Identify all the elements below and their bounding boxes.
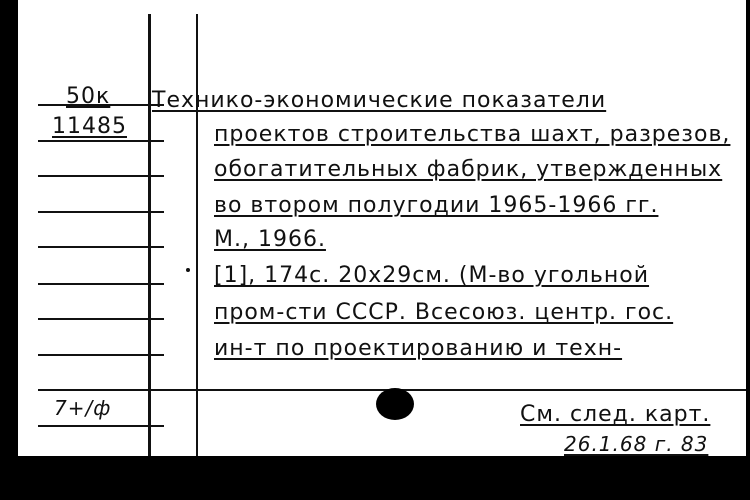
entry-line-5: М., 1966.	[214, 227, 326, 252]
date-note: 26.1.68 г. 83	[564, 432, 709, 456]
entry-line-3: обогатительных фабрик, утвержденных	[214, 157, 723, 182]
rule-line	[38, 354, 164, 356]
margin-line-left	[148, 14, 151, 456]
rule-line	[38, 211, 164, 213]
continuation-note: См. след. карт.	[520, 402, 711, 427]
margin-line-right	[196, 14, 198, 456]
margin-note: 7+/ф	[54, 396, 112, 420]
punch-hole	[376, 388, 414, 420]
rule-line	[38, 283, 164, 285]
entry-line-6: [1], 174с. 20x29см. (М-во угольной	[214, 263, 650, 288]
inventory-number: 11485	[52, 114, 127, 139]
entry-line-7: пром-сти СССР. Всесоюз. центр. гос.	[214, 300, 674, 325]
rule-line	[38, 175, 164, 177]
ink-dot	[186, 268, 190, 272]
rule-line	[38, 425, 164, 427]
rule-line	[38, 246, 164, 248]
rule-line	[38, 140, 164, 142]
entry-line-4: во втором полугодии 1965-1966 гг.	[214, 193, 659, 218]
rule-line	[38, 318, 164, 320]
entry-line-8: ин-т по проектированию и техн-	[214, 336, 623, 361]
entry-line-1: Технико-экономические показатели	[152, 88, 607, 113]
entry-line-2: проектов строительства шахт, разрезов,	[214, 122, 731, 147]
catalog-card	[18, 0, 750, 456]
scan-edge	[746, 0, 750, 500]
shelf-mark: 50к	[66, 84, 111, 109]
